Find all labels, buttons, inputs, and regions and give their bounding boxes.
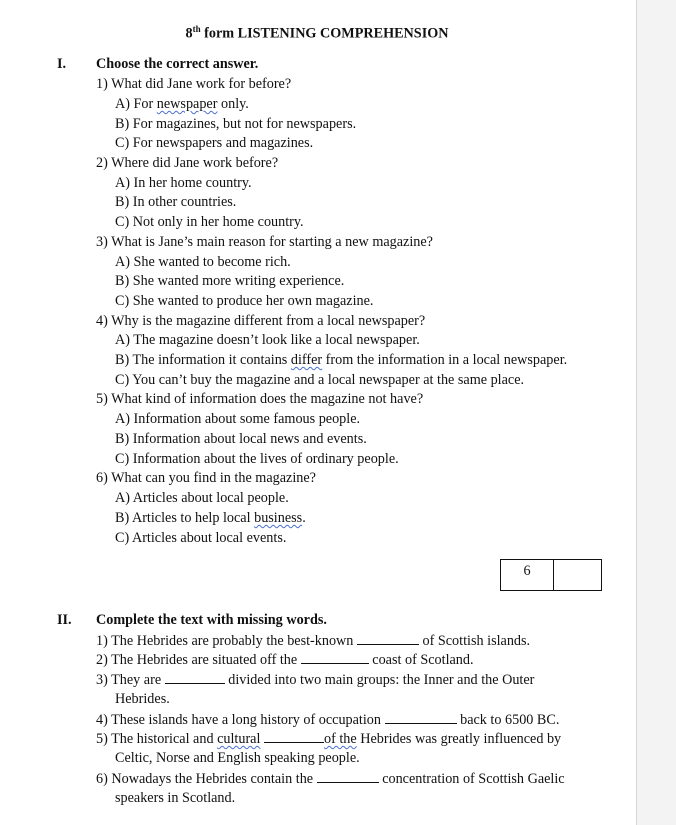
sentence-5-continuation: Celtic, Norse and English speaking people. bbox=[115, 750, 360, 766]
section-1-instruction: Choose the correct answer. bbox=[96, 56, 259, 72]
sentence-3-continuation: Hebrides. bbox=[115, 691, 170, 707]
question-5-option-c: C) Information about the lives of ordinary people. bbox=[115, 451, 399, 467]
question-3: 3) What is Jane’s main reason for starting a new magazine? bbox=[96, 234, 433, 250]
question-5: 5) What kind of information does the magazine not have? bbox=[96, 391, 424, 407]
sentence-4 bbox=[96, 711, 559, 729]
question-6: 6) What can you find in the magazine? bbox=[96, 470, 316, 486]
question-2-option-c: C) Not only in her home country. bbox=[115, 214, 304, 230]
blank-1[interactable] bbox=[357, 632, 419, 645]
question-4-option-b: B) The information it contains differ from the information in a local newspaper. bbox=[115, 352, 568, 368]
score-box bbox=[500, 559, 602, 591]
question-2-option-b: B) In other countries. bbox=[115, 194, 237, 210]
question-3-option-a: A) She wanted to become rich. bbox=[115, 254, 291, 270]
sentence-1-start: 1) The Hebrides are probably the best-known bbox=[96, 633, 357, 649]
sentence-4-start: 4) These islands have a long history of occupation bbox=[96, 712, 385, 728]
question-1-option-c: C) For newspapers and magazines. bbox=[115, 135, 314, 151]
sentence-3-start: 3) They are bbox=[96, 672, 165, 688]
section-1-numeral: I. bbox=[57, 56, 67, 72]
section-2-numeral: II. bbox=[57, 612, 72, 628]
question-2-option-a: A) In her home country. bbox=[115, 175, 252, 191]
squiggle-newspaper: newspaper bbox=[156, 96, 218, 112]
title-text: form LISTENING COMPREHENSION bbox=[200, 25, 449, 42]
blank-2[interactable] bbox=[301, 651, 369, 664]
question-4: 4) Why is the magazine different from a local newspaper? bbox=[96, 313, 426, 329]
question-2: 2) Where did Jane work before? bbox=[96, 155, 279, 171]
question-3-option-c: C) She wanted to produce her own magazine. bbox=[115, 293, 374, 309]
sentence-2-end: coast of Scotland. bbox=[368, 652, 474, 668]
question-1-option-b: B) For magazines, but not for newspapers. bbox=[115, 116, 357, 132]
question-1: 1) What did Jane work for before? bbox=[96, 76, 292, 92]
squiggle-cultural: cultural bbox=[217, 731, 261, 747]
score-max: 6 bbox=[501, 560, 554, 590]
sentence-6-start: 6) Nowadays the Hebrides contain the bbox=[96, 771, 317, 787]
sentence-1 bbox=[96, 632, 530, 650]
question-3-option-b: B) She wanted more writing experience. bbox=[115, 273, 345, 289]
blank-6[interactable] bbox=[317, 770, 379, 783]
title-sup: th bbox=[192, 24, 201, 34]
question-4-option-c: C) You can’t buy the magazine and a local newspaper at the same place. bbox=[115, 372, 525, 388]
sentence-5-start: 5) The historical and bbox=[96, 731, 218, 747]
question-5-option-a: A) Information about some famous people. bbox=[115, 411, 361, 427]
sentence-6 bbox=[96, 770, 565, 788]
question-1-option-a: A) For newspaper only. bbox=[115, 96, 249, 112]
sentence-2 bbox=[96, 651, 474, 669]
question-4-option-a: A) The magazine doesn’t look like a local newspaper. bbox=[115, 332, 420, 348]
blank-3[interactable] bbox=[165, 671, 225, 684]
blank-4[interactable] bbox=[385, 711, 457, 724]
squiggle-of-the: of the bbox=[323, 731, 357, 747]
sentence-4-end: back to 6500 BC. bbox=[456, 712, 560, 728]
sentence-2-start: 2) The Hebrides are situated off the bbox=[96, 652, 301, 668]
squiggle-differ: differ bbox=[290, 352, 323, 368]
squiggle-business: business bbox=[254, 510, 303, 526]
section-2-instruction: Complete the text with missing words. bbox=[96, 612, 327, 628]
sentence-1-end: of Scottish islands. bbox=[418, 633, 531, 649]
sentence-6-continuation: speakers in Scotland. bbox=[115, 790, 236, 806]
sentence-5-end: Hebrides was greatly influenced by bbox=[356, 731, 562, 747]
page-title bbox=[0, 24, 634, 43]
sentence-3-end: divided into two main groups: the Inner and the Outer bbox=[224, 672, 535, 688]
title-grade: 8 bbox=[185, 25, 193, 42]
blank-5[interactable] bbox=[264, 730, 324, 743]
sentence-6-end: concentration of Scottish Gaelic bbox=[378, 771, 565, 787]
question-6-option-a: A) Articles about local people. bbox=[115, 490, 289, 506]
question-6-option-b: B) Articles to help local business. bbox=[115, 510, 306, 526]
question-6-option-c: C) Articles about local events. bbox=[115, 530, 287, 546]
question-5-option-b: B) Information about local news and events. bbox=[115, 431, 367, 447]
sentence-3 bbox=[96, 671, 534, 689]
viewer-side-pane bbox=[636, 0, 676, 825]
sentence-5 bbox=[96, 730, 561, 748]
